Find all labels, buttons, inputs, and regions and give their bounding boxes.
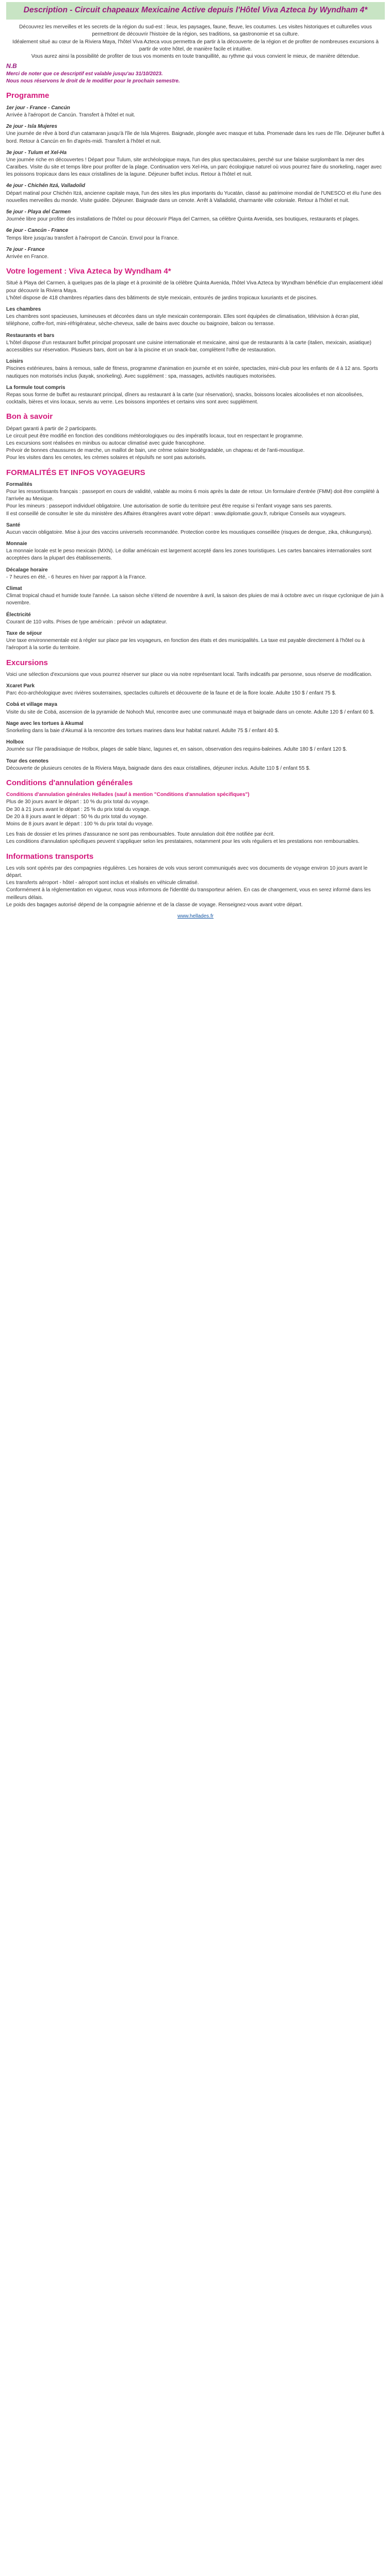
- formalities-text: Pour les ressortissants français : passeport en cours de validité, valable au moins 6 mois après la date de retour. Un formulaire d'entrée (FMM) doit être complété à l'arrivée au Mexique.: [6, 488, 379, 502]
- day-block: [6, 149, 385, 179]
- nb-line: Nous nous réservons le droit de le modifier pour le prochain semestre.: [6, 78, 180, 84]
- excursion-name: Xcaret Park: [6, 683, 35, 689]
- day-heading: 5e jour - Playa del Carmen: [6, 209, 71, 215]
- money-block: [6, 540, 385, 563]
- day-heading: 6e jour - Cancún - France: [6, 228, 69, 234]
- day-text: Journée libre pour profiter des installations de l'hôtel ou pour découvrir Playa del Carmen, sa célèbre Quinta Avenida, ses boutiques, restaurants et plages.: [6, 216, 360, 223]
- electricity-heading: Électricité: [6, 612, 31, 618]
- day-heading: 2e jour - Isla Mujeres: [6, 124, 57, 130]
- day-text: Une journée de rêve à bord d'un catamaran jusqu'à l'île de Isla Mujeres. Baignade, plongée avec masque et tuba. Promenade dans les rues de l'île. Déjeuner buffet à bord. Retour à Cancún en fin d'après-midi. Transfert à l'hôtel et nuit.: [6, 131, 384, 144]
- nb-line: Merci de noter que ce descriptif est valable jusqu'au 31/10/2023.: [6, 71, 163, 77]
- tax-heading: Taxe de séjour: [6, 630, 42, 636]
- day-heading: 3e jour - Tulum et Xel-Ha: [6, 149, 67, 156]
- excursions-intro-text: Voici une sélection d'excursions que vous pourrez réserver sur place ou via notre représentant local. Tarifs indicatifs par personne, sous réserve de modification.: [6, 671, 372, 677]
- day-text: Arrivée à l'aéroport de Cancún. Transfert à l'hôtel et nuit.: [6, 112, 136, 118]
- formalities-block: [6, 481, 385, 518]
- intro-section: [6, 24, 385, 60]
- hotel-title: Votre logement : Viva Azteca by Wyndham 4*: [6, 267, 171, 276]
- excursion-item: [6, 758, 385, 772]
- excursions-title: Excursions: [6, 658, 48, 667]
- conditions-block: [6, 791, 385, 845]
- all-inclusive-text: Repas sous forme de buffet au restaurant principal, dîners au restaurant à la carte (sur réservation), snacks, boissons locales alcoolisées et non alcoolisées, cocktails, bières et vins locaux, servis au verre. Les boissons importées et certains vins sont avec supplément.: [6, 392, 364, 405]
- excursion-name: Nage avec les tortues à Akumal: [6, 720, 84, 726]
- transport-text: Les vols sont opérés par des compagnies régulières. Les horaires de vols vous seront communiqués avec vos documents de voyage environ 10 jours avant le départ.: [6, 865, 368, 878]
- electricity-text: Courant de 110 volts. Prises de type américain : prévoir un adaptateur.: [6, 619, 168, 625]
- excursion-text: Parc éco-archéologique avec rivières souterraines, spectacles culturels et découverte de la faune et de la flore locale. Adulte 150 $ / enfant 75 $.: [6, 690, 336, 697]
- excursion-name: Tour des cenotes: [6, 758, 49, 764]
- excursions-intro: [6, 671, 385, 679]
- intro-paragraph: Vous aurez ainsi la possibilité de profiter de tous vos moments en toute tranquillité, au rythme qui vous convient le mieux, de manière détendue.: [31, 53, 360, 59]
- leisure-text: Piscines extérieures, bains à remous, salle de fitness, programme d'animation en journée et en soirée, spectacles, mini-club pour les enfants de 4 à 12 ans. Sports nautiques non motorisés inclus (kayak, snorkeling). Avec supplément : spa, massages, activités nautiques motorisées.: [6, 366, 378, 379]
- money-heading: Monnaie: [6, 541, 27, 547]
- transport-title: Informations transports: [6, 852, 94, 861]
- rooms-heading: Les chambres: [6, 307, 41, 313]
- restaurants-text: L'hôtel dispose d'un restaurant buffet principal proposant une cuisine internationale et mexicaine, ainsi que de restaurants à la carte (italien, mexicain, asiatique) accessibles sur réservation. Plusieurs bars, dont un bar à la piscine et un snack-bar, complètent l'offre de restauration.: [6, 340, 371, 353]
- nb-title: N.B: [6, 62, 17, 70]
- transport-block: [6, 865, 385, 909]
- header-banner: [6, 2, 385, 20]
- transport-text: Le poids des bagages autorisé dépend de la compagnie aérienne et de la classe de voyage. Renseignez-vous avant votre départ.: [6, 902, 303, 908]
- time-heading: Décalage horaire: [6, 567, 48, 573]
- day-block: [6, 105, 385, 119]
- day-text: Une journée riche en découvertes ! Départ pour Tulum, site archéologique maya, l'un des plus spectaculaires, perché sur une falaise surplombant la mer des Caraïbes. Visite du site et temps libre pour profiter de la plage. Continuation vers Xel-Ha, un parc écologique naturel où vous pourrez faire du snorkeling, nager avec les poissons tropicaux dans les eaux cristallines de la lagune. Déjeuner buffet inclus. Retour à l'hôtel et nuit.: [6, 157, 382, 178]
- list-item: Départ garanti à partir de 2 participants.: [6, 426, 97, 432]
- excursion-text: Découverte de plusieurs cenotes de la Riviera Maya, baignade dans des eaux cristallines, déjeuner inclus. Adulte 110 $ / enfant 55 $.: [6, 765, 311, 771]
- programme-title: Programme: [6, 91, 50, 100]
- good-to-know-list: [6, 426, 385, 462]
- time-block: [6, 567, 385, 581]
- electricity-block: [6, 612, 385, 626]
- day-heading: 1er jour - France - Cancún: [6, 105, 70, 111]
- day-heading: 4e jour - Chichén Itzá, Valladolid: [6, 183, 85, 189]
- day-block: [6, 209, 385, 223]
- page-root: [0, 0, 391, 920]
- hotel-paragraph: L'hôtel dispose de 418 chambres réparties dans des bâtiments de style mexicain, entourés de jardins tropicaux luxuriants et de piscines.: [6, 295, 318, 301]
- climate-text: Climat tropical chaud et humide toute l'année. La saison sèche s'étend de novembre à avril, la saison des pluies de mai à octobre avec un risque cyclonique de juin à novembre.: [6, 593, 384, 606]
- conditions-text: Les frais de dossier et les primes d'assurance ne sont pas remboursables. Toute annulation doit être notifiée par écrit.: [6, 832, 275, 838]
- excursion-item: [6, 701, 385, 716]
- health-block: [6, 522, 385, 536]
- intro-paragraph: Découvrez les merveilles et les secrets de la région du sud-est : lieux, les paysages, faune, fleuve, les coutumes. Les visites historiques et culturelles vous permettront de découvrir l'histoire de la région, ses traditions, sa gastronomie et sa culture.: [19, 24, 372, 38]
- conditions-list: [6, 799, 385, 828]
- hotel-paragraph: Situé à Playa del Carmen, à quelques pas de la plage et à proximité de la célèbre Quinta Avenida, l'hôtel Viva Azteca by Wyndham bénéficie d'un emplacement idéal pour découvrir la Riviera Maya.: [6, 280, 383, 294]
- list-item: De 20 à 8 jours avant le départ : 50 % du prix total du voyage.: [6, 814, 148, 820]
- hotel-restaurants: [6, 332, 385, 354]
- day-block: [6, 123, 385, 145]
- climate-block: [6, 585, 385, 607]
- footer: [6, 913, 385, 920]
- restaurants-heading: Restaurants et bars: [6, 332, 55, 338]
- excursion-item: [6, 720, 385, 735]
- time-text: - 7 heures en été, - 6 heures en hiver par rapport à la France.: [6, 574, 146, 580]
- good-to-know-title: Bon à savoir: [6, 412, 53, 421]
- page-title: Description - Circuit chapeaux Mexicaine Active depuis l'Hôtel Viva Azteca by Wyndham 4*: [23, 6, 368, 14]
- transport-text: Conformément à la réglementation en vigueur, nous vous informons de l'identité du transporteur aérien. En cas de changement, vous en serez informé dans les meilleurs délais.: [6, 887, 371, 901]
- list-item: Pour les visites dans les cenotes, les crèmes solaires et répulsifs ne sont pas autorisés.: [6, 455, 206, 461]
- day-block: [6, 246, 385, 261]
- hotel-all-inclusive: [6, 384, 385, 406]
- excursion-text: Visite du site de Cobá, ascension de la pyramide de Nohoch Mul, rencontre avec une communauté maya et baignade dans un cenote. Adulte 120 $ / enfant 60 $.: [6, 709, 374, 715]
- formalities-title: FORMALITÉS ET INFOS VOYAGEURS: [6, 468, 145, 477]
- day-block: [6, 182, 385, 205]
- excursion-text: Snorkeling dans la baie d'Akumal à la rencontre des tortues marines dans leur habitat naturel. Adulte 75 $ / enfant 40 $.: [6, 727, 279, 734]
- hotel-intro: [6, 280, 385, 302]
- excursion-name: Cobá et village maya: [6, 702, 57, 708]
- excursion-item: [6, 683, 385, 697]
- list-item: De 30 à 21 jours avant le départ : 25 % du prix total du voyage.: [6, 806, 151, 812]
- day-text: Temps libre jusqu'au transfert à l'aéroport de Cancún. Envol pour la France.: [6, 235, 179, 241]
- list-item: Le circuit peut être modifié en fonction des conditions météorologiques ou des impératifs locaux, tout en respectant le programme.: [6, 433, 303, 439]
- tax-text: Une taxe environnementale est à régler sur place par les voyageurs, en fonction des états et des municipalités. La taxe est payable directement à l'hôtel ou à l'aéroport à la sortie du territoire.: [6, 638, 365, 651]
- health-text: Aucun vaccin obligatoire. Mise à jour des vaccins universels recommandée. Protection contre les moustiques conseillée (risques de dengue, zika, chikungunya).: [6, 529, 372, 535]
- day-text: Départ matinal pour Chichén Itzá, ancienne capitale maya, l'un des sites les plus importants du Yucatán, classé au patrimoine mondial de l'UNESCO et élu l'une des nouvelles merveilles du monde. Visite guidée. Déjeuner. Baignade dans un cenote. Arrêt à Valladolid, charmante ville coloniale. Retour à l'hôtel et nuit.: [6, 190, 382, 204]
- excursion-text: Journée sur l'île paradisiaque de Holbox, plages de sable blanc, lagunes et, en saison, observation des requins-baleines. Adulte 180 $ / enfant 120 $.: [6, 747, 347, 753]
- list-item: Les excursions sont réalisées en minibus ou autocar climatisé avec guide francophone.: [6, 440, 206, 446]
- climate-heading: Climat: [6, 586, 22, 592]
- site-link[interactable]: www.hellades.fr: [177, 913, 214, 919]
- all-inclusive-heading: La formule tout compris: [6, 384, 66, 391]
- list-item: Moins de 8 jours avant le départ : 100 % du prix total du voyage.: [6, 821, 154, 827]
- excursion-item: [6, 739, 385, 753]
- conditions-title: Conditions d'annulation générales: [6, 778, 133, 787]
- formalities-subtitle: Formalités: [6, 481, 32, 487]
- list-item: Prévoir de bonnes chaussures de marche, un maillot de bain, une crème solaire biodégradable, un chapeau et de l'anti-moustique.: [6, 448, 305, 454]
- tax-block: [6, 630, 385, 652]
- health-heading: Santé: [6, 522, 21, 528]
- excursion-name: Holbox: [6, 739, 24, 745]
- leisure-heading: Loisirs: [6, 359, 23, 365]
- formalities-text: Pour les mineurs : passeport individuel obligatoire. Une autorisation de sortie du territoire peut être requise si l'enfant voyage sans ses parents.: [6, 503, 333, 510]
- conditions-text: Les conditions d'annulation spécifiques peuvent s'appliquer selon les prestataires, notamment pour les vols réguliers et les prestations non remboursables.: [6, 839, 360, 845]
- day-text: Arrivée en France.: [6, 253, 49, 260]
- money-text: La monnaie locale est le peso mexicain (MXN). Le dollar américain est largement accepté dans les zones touristiques. Les cartes bancaires internationales sont acceptées dans la plupart des établissements.: [6, 548, 372, 562]
- list-item: Plus de 30 jours avant le départ : 10 % du prix total du voyage.: [6, 799, 150, 805]
- hotel-leisure: [6, 358, 385, 380]
- hotel-rooms: [6, 306, 385, 328]
- day-heading: 7e jour - France: [6, 246, 45, 252]
- intro-paragraph: Idéalement situé au cœur de la Riviera Maya, l'hôtel Viva Azteca vous permettra de partir à la découverte de la région et de profiter de nombreuses excursions à partir de votre hôtel, de manière facile et intuitive.: [12, 39, 379, 52]
- conditions-subtitle: Conditions d'annulation générales Hellades (sauf à mention "Conditions d'annulation spécifiques"): [6, 792, 250, 798]
- rooms-text: Les chambres sont spacieuses, lumineuses et décorées dans un style mexicain contemporain. Elles sont équipées de climatisation, télévision à écran plat, téléphone, coffre-fort, mini-réfrigérateur, sèche-cheveux, salle de bains avec douche ou baignoire, balcon ou terrasse.: [6, 314, 360, 327]
- formalities-text: Il est conseillé de consulter le site du ministère des Affaires étrangères avant votre départ : www.diplomatie.gouv.fr, rubrique Conseils aux voyageurs.: [6, 511, 346, 517]
- transport-text: Les transferts aéroport - hôtel - aéroport sont inclus et réalisés en véhicule climatisé.: [6, 880, 199, 886]
- day-block: [6, 227, 385, 242]
